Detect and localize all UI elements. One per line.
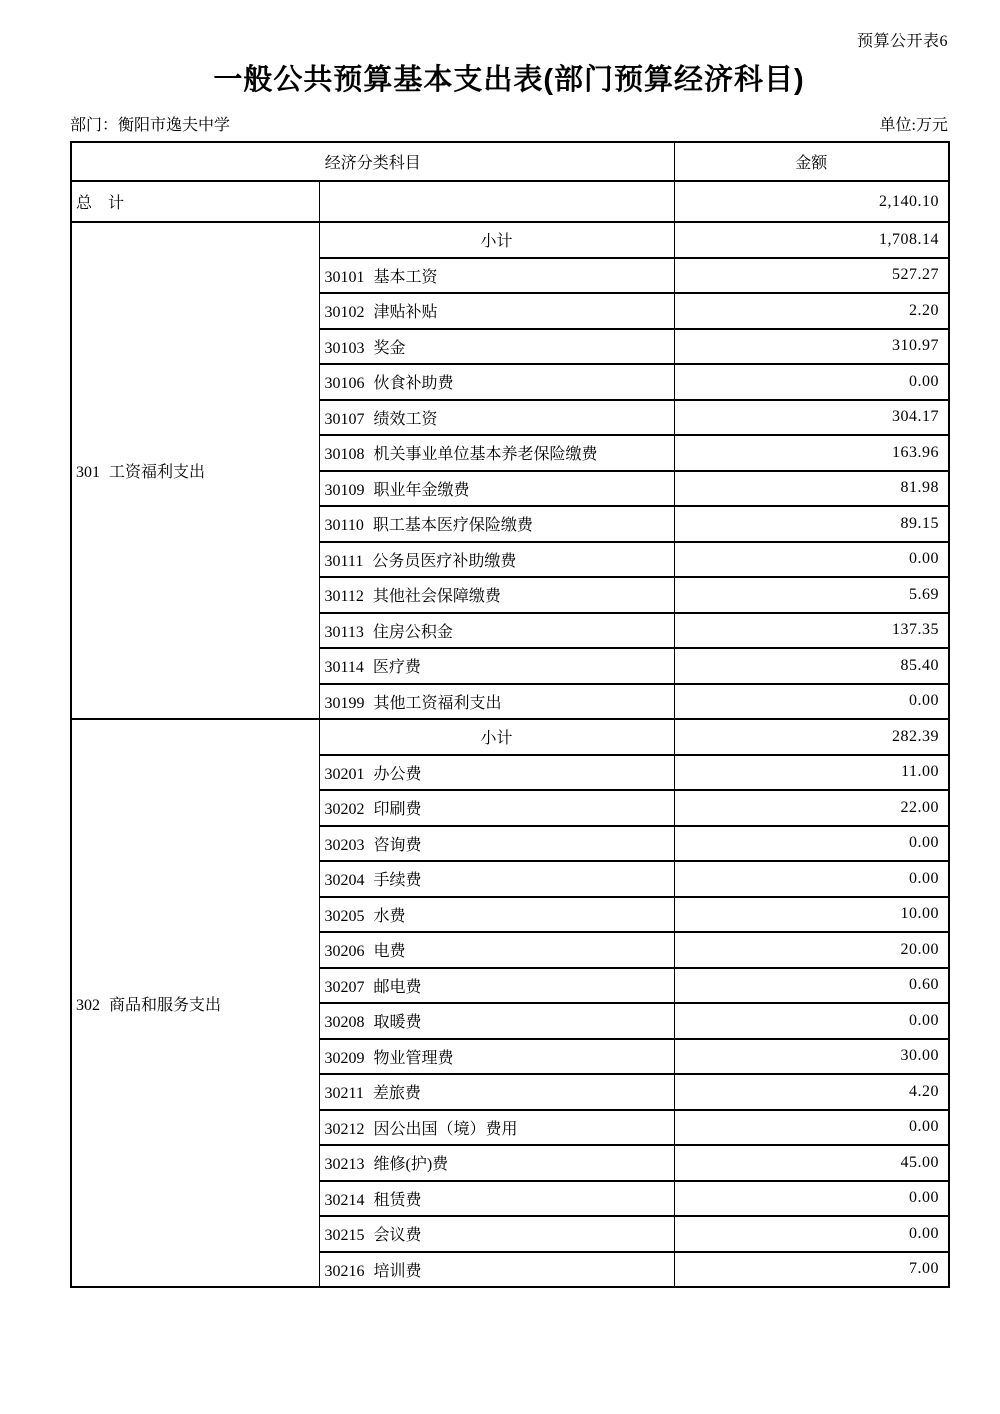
amount-cell: 0.00: [674, 1216, 949, 1252]
amount-cell: 0.00: [674, 861, 949, 897]
amount-cell: 10.00: [674, 897, 949, 933]
item-name: 印刷费: [373, 801, 422, 819]
subtotal-label-cell: 小计: [319, 719, 674, 755]
item-label-cell: [319, 1252, 674, 1288]
amount-cell: 4.20: [674, 1074, 949, 1110]
item-name: 奖金: [373, 339, 406, 357]
amount-cell: 0.00: [674, 542, 949, 578]
item-label-cell: [319, 613, 674, 649]
group-code: 302: [76, 996, 100, 1014]
item-name: 因公出国（境）费用: [373, 1120, 518, 1138]
amount-cell: 81.98: [674, 471, 949, 507]
item-code: 30202: [324, 801, 365, 819]
item-code: 30111: [324, 552, 364, 570]
table-body: [71, 181, 949, 1287]
grand-total-empty-cell: [319, 181, 674, 222]
amount-cell: 45.00: [674, 1145, 949, 1181]
item-code: 30113: [324, 623, 364, 641]
item-name: 邮电费: [373, 978, 422, 996]
amount-cell: 11.00: [674, 755, 949, 791]
item-code: 30215: [324, 1227, 365, 1245]
item-code: 30199: [324, 694, 365, 712]
item-code: 30109: [324, 481, 365, 499]
item-code: 30114: [324, 659, 364, 677]
table-header-row: [71, 142, 949, 181]
item-name: 租赁费: [373, 1191, 422, 1209]
amount-cell: 0.00: [674, 1181, 949, 1217]
item-code: 30207: [324, 978, 365, 996]
amount-cell: 89.15: [674, 506, 949, 542]
amount-cell: 527.27: [674, 258, 949, 294]
amount-cell: 5.69: [674, 577, 949, 613]
amount-cell: 20.00: [674, 932, 949, 968]
item-code: 30214: [324, 1191, 365, 1209]
header-subject-column: 经济分类科目: [71, 142, 674, 181]
item-label-cell: [319, 684, 674, 720]
item-name: 职工基本医疗保险缴费: [372, 517, 533, 535]
item-label-cell: [319, 506, 674, 542]
item-name: 物业管理费: [373, 1049, 454, 1067]
item-label-cell: [319, 1145, 674, 1181]
subtotal-row: [71, 719, 949, 755]
item-label-cell: [319, 258, 674, 294]
item-name: 津贴补贴: [373, 304, 438, 322]
corner-table-number: 预算公开表6: [856, 33, 948, 50]
amount-cell: 0.00: [674, 826, 949, 862]
item-code: 30205: [324, 907, 365, 925]
grand-total-amount: 2,140.10: [674, 181, 949, 222]
unit-label: 单位:万元: [879, 117, 948, 134]
item-code: 30206: [324, 943, 365, 961]
item-label-cell: [319, 755, 674, 791]
amount-cell: 0.60: [674, 968, 949, 1004]
item-code: 30110: [324, 517, 364, 535]
subtotal-row: [71, 222, 949, 258]
item-name: 其他社会保障缴费: [372, 588, 501, 606]
item-label-cell: [319, 932, 674, 968]
meta-row: [70, 113, 948, 135]
item-code: 30211: [324, 1085, 364, 1103]
item-code: 30101: [324, 268, 365, 286]
item-code: 30212: [324, 1120, 365, 1138]
item-code: 30108: [324, 446, 365, 464]
amount-cell: 22.00: [674, 790, 949, 826]
item-name: 维修(护)费: [373, 1156, 449, 1174]
item-label-cell: [319, 1216, 674, 1252]
item-label-cell: [319, 648, 674, 684]
item-name: 差旅费: [372, 1085, 421, 1103]
item-label-cell: [319, 1181, 674, 1217]
item-name: 机关事业单位基本养老保险缴费: [373, 446, 598, 464]
item-name: 绩效工资: [373, 410, 438, 428]
item-name: 水费: [373, 907, 406, 925]
item-name: 伙食补助费: [373, 375, 454, 393]
item-name: 职业年金缴费: [373, 481, 470, 499]
grand-total-row: [71, 181, 949, 222]
table-header: [71, 142, 949, 181]
item-label-cell: [319, 577, 674, 613]
item-name: 基本工资: [373, 268, 438, 286]
item-label-cell: [319, 897, 674, 933]
item-name: 培训费: [373, 1262, 422, 1280]
item-code: 30208: [324, 1014, 365, 1032]
amount-cell: 304.17: [674, 400, 949, 436]
group-name: 商品和服务支出: [109, 996, 222, 1014]
item-code: 30112: [324, 588, 364, 606]
item-label-cell: [319, 329, 674, 365]
amount-cell: 0.00: [674, 364, 949, 400]
item-label-cell: [319, 400, 674, 436]
budget-document-page: [70, 28, 948, 1288]
item-label-cell: [319, 435, 674, 471]
item-label-cell: [319, 968, 674, 1004]
item-label-cell: [319, 1110, 674, 1146]
item-label-cell: [319, 471, 674, 507]
item-name: 医疗费: [372, 659, 421, 677]
item-label-cell: [319, 790, 674, 826]
item-name: 取暖费: [373, 1014, 422, 1032]
amount-cell: 282.39: [674, 719, 949, 755]
item-code: 30103: [324, 339, 365, 357]
item-name: 公务员医疗补助缴费: [372, 552, 517, 570]
item-label-cell: [319, 1074, 674, 1110]
amount-cell: 310.97: [674, 329, 949, 365]
item-name: 会议费: [373, 1227, 422, 1245]
item-label-cell: [319, 542, 674, 578]
item-name: 手续费: [373, 872, 422, 890]
item-label-cell: [319, 1003, 674, 1039]
subtotal-label-cell: 小计: [319, 222, 674, 258]
budget-table: [70, 141, 950, 1288]
item-label-cell: [319, 364, 674, 400]
amount-cell: 163.96: [674, 435, 949, 471]
item-code: 30102: [324, 304, 365, 322]
item-label-cell: [319, 1039, 674, 1075]
header-amount-column: 金额: [674, 142, 949, 181]
item-code: 30204: [324, 872, 365, 890]
amount-cell: 0.00: [674, 1110, 949, 1146]
item-name: 咨询费: [373, 836, 422, 854]
group-name: 工资福利支出: [109, 464, 206, 481]
item-name: 住房公积金: [372, 623, 453, 641]
amount-cell: 0.00: [674, 684, 949, 720]
item-code: 30203: [324, 836, 365, 854]
item-label-cell: [319, 293, 674, 329]
amount-cell: 85.40: [674, 648, 949, 684]
amount-cell: 0.00: [674, 1003, 949, 1039]
group-label-cell: [71, 222, 319, 719]
item-name: 电费: [373, 943, 406, 961]
group-code: 301: [76, 464, 100, 481]
amount-cell: 7.00: [674, 1252, 949, 1288]
amount-cell: 1,708.14: [674, 222, 949, 258]
item-label-cell: [319, 826, 674, 862]
item-code: 30106: [324, 375, 365, 393]
amount-cell: 2.20: [674, 293, 949, 329]
item-code: 30209: [324, 1049, 365, 1067]
item-name: 办公费: [373, 765, 422, 783]
item-code: 30216: [324, 1262, 365, 1280]
grand-total-label: 总 计: [71, 181, 319, 222]
item-label-cell: [319, 861, 674, 897]
item-name: 其他工资福利支出: [373, 694, 502, 712]
amount-cell: 137.35: [674, 613, 949, 649]
item-code: 30213: [324, 1156, 365, 1174]
amount-cell: 30.00: [674, 1039, 949, 1075]
department-label: 部门：衡阳市逸夫中学: [70, 117, 231, 134]
item-code: 30107: [324, 410, 365, 428]
group-label-cell: [71, 719, 319, 1287]
page-title: 一般公共预算基本支出表(部门预算经济科目): [213, 64, 805, 96]
item-code: 30201: [324, 765, 365, 783]
